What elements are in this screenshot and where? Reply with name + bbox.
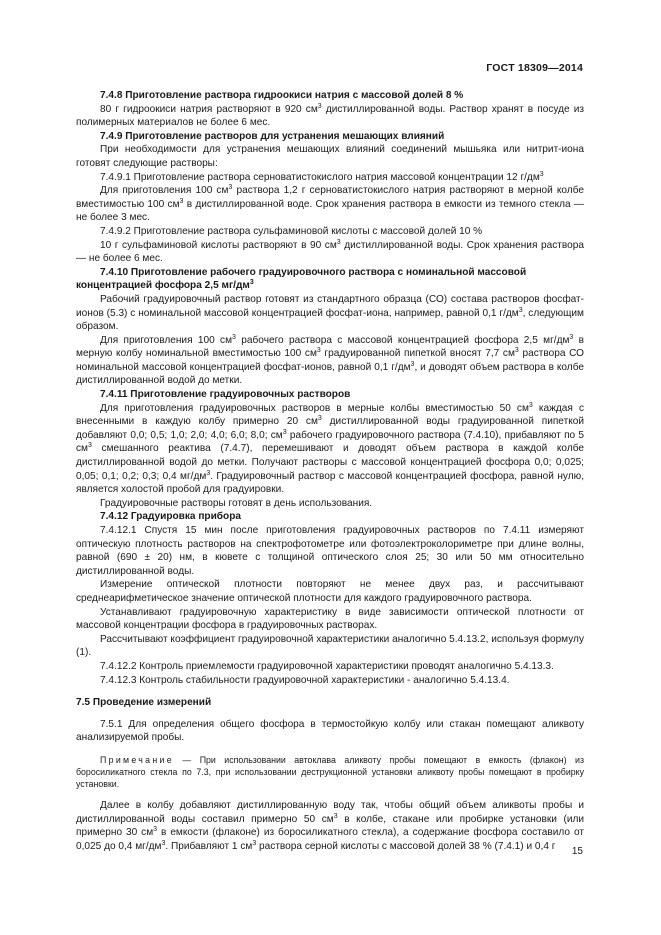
note-text: — При использовании автоклава аликвоту пробы помещают в емкость (флакон) из боросиликатного стекла по 7.3, при использовании деструкционной установки аликвоту пробы помещают в пробирку установки. (76, 754, 584, 789)
body-paragraph: 7.4.9.1 Приготовление раствора серноватистокислого натрия массовой концентрации 12 $г/дм^3$ (100, 170, 544, 183)
body-paragraph: 7.4.12.1 Спустя 15 мин после приготовления градуировочных растворов по 7.4.11 измеряют оптическую плотность растворов на спектрофотометре или фотоэлектроколориметре при длине волны, равной (690 ± 20) нм, в кювете с толщиной оптического слоя 25; 30 или 50 мм относительно дистиллированной воды. (76, 525, 584, 577)
document-code-header: ГОСТ 18309—2014 (486, 62, 583, 74)
body-paragraph: 7.4.9.2 Приготовление раствора сульфаминовой кислоты с массовой долей 10 % (100, 225, 483, 237)
section-heading: 7.4.11 Приготовление градуировочных растворов (100, 389, 351, 401)
body-paragraph: При необходимости для устранения мешающих влияний соединений мышьяка или нитрит-иона готовят следующие растворы: (76, 144, 584, 169)
section-heading: 7.4.9 Приготовление растворов для устранения мешающих влияний (100, 130, 445, 142)
note-paragraph (76, 754, 584, 790)
body-paragraph: 80 г гидроокиси натрия растворяют в 920 $см^3$ дистиллированной воды. Раствор хранят в посуде из полимерных материалов не более 6 мес. (76, 102, 584, 129)
section-heading: 7.4.12 Градуировка прибора (100, 511, 241, 523)
body-paragraph: Рабочий градуировочный раствор готовят из стандартного образца (СО) состава растворов фосфат-ионов (5.3) с номинальной массовой концентрацией фосфат-иона, например, равной 0,1 $г/дм^3$, следующим образом. (76, 293, 584, 333)
body-paragraph: Для приготовления 100 $см^3$ рабочего раствора с массовой концентрацией фосфора 2,5 $мг/дм^3$ в мерную колбу номинальной вместимостью 100 $см^3$ градуированной пипеткой вносят 7,7 $см^3$ раствора СО номинальной массовой концентрацией фосфат-ионов, равной 0,1 $г/дм^3$, и доводят объем раствора в колбе дистиллированной водой до метки. (76, 333, 585, 387)
body-paragraph: Для приготовления градуировочных растворов в мерные колбы вместимостью 50 $см^3$ каждая с внесенными в каждую колбу примерно 20 $см^3$ дистиллированной воды градуированной пипеткой добавляют 0,0; 0,5; 1,0; 2,0; 4,0; 6,0; 8,0; $см^3$ рабочего градуировочного раствора (7.4.10), прибавляют по 5 $см^3$ смешанного реактива (7.4.7), перемешивают и доводят объем раствора в каждой колбе дистиллированной водой до метки. Получают растворы с массовой концентрацией фосфора 0,0; 0,025; 0,05; 0,1; 0,2; 0,3; 0,4 $мг/дм^3$. Градуировочный раствор с массовой концентрацией фосфора, равной нулю, является холостой пробой для градуировки. (76, 401, 584, 496)
body-paragraph: Далее в колбу добавляют дистиллированную воду так, чтобы общий объем аликвоты пробы и дистиллированной воды составил примерно 50 $см^3$ в колбе, стакане или пробирке установки (или примерно 30 $см^3$ в емкости (флаконе) из боросиликатного стекла), а содержание фосфора составило от 0,025 до 0,4 $мг/дм^3$. Прибавляют 1 $см^3$ раствора серной кислоты с массовой долей 38 % (7.4.1) и 0,4 г (76, 799, 585, 852)
body-paragraph: 10 г сульфаминовой кислоты растворяют в 90 $см^3$ дистиллированной воды. Срок хранения раствора — не более 6 мес. (76, 238, 584, 265)
body-paragraph: Градуировочные растворы готовят в день использования. (100, 497, 373, 509)
body-paragraph: 7.4.12.3 Контроль стабильности градуировочной характеристики - аналогично 5.4.13.4. (100, 674, 510, 686)
body-paragraph: Рассчитывают коэффициент градуировочной характеристики аналогично 5.4.13.2, используя формулу (1). (76, 633, 584, 659)
section-heading: 7.4.8 Приготовление раствора гидроокиси натрия с массовой долей 8 % (100, 90, 464, 101)
body-paragraph: Для приготовления 100 $см^3$ раствора 1,2 г серноватистокислого натрия растворяют в мерной колбе вместимостью 100 $см^3$ в дистиллированной воде. Срок хранения раствора в емкости из темного стекла — не более 3 мес. (76, 184, 584, 224)
body-paragraph: Устанавливают градуировочную характеристику в виде зависимости оптической плотности от массовой концентрации фосфора в градуировочных растворах. (76, 606, 584, 632)
note-label: Примечание (100, 754, 174, 765)
document-body (76, 89, 584, 853)
section-title: 7.5 Проведение измерений (76, 697, 212, 709)
body-paragraph: 7.5.1 Для определения общего фосфора в термостойкую колбу или стакан помещают аликвоту анализируемой пробы. (76, 718, 584, 744)
body-paragraph: 7.4.12.2 Контроль приемлемости градуировочной характеристики проводят аналогично 5.4.13.3. (100, 660, 554, 672)
section-heading: 7.4.10 Приготовление рабочего градуировочного раствора с номинальной массовой концентрацией фосфора 2,5 $мг/дм^3$ (76, 266, 527, 292)
page-number: 15 (571, 846, 583, 857)
body-paragraph: Измерение оптической плотности повторяют не менее двух раз, и рассчитывают среднеарифметическое значение оптической плотности для каждого градуировочного раствора. (76, 579, 584, 604)
